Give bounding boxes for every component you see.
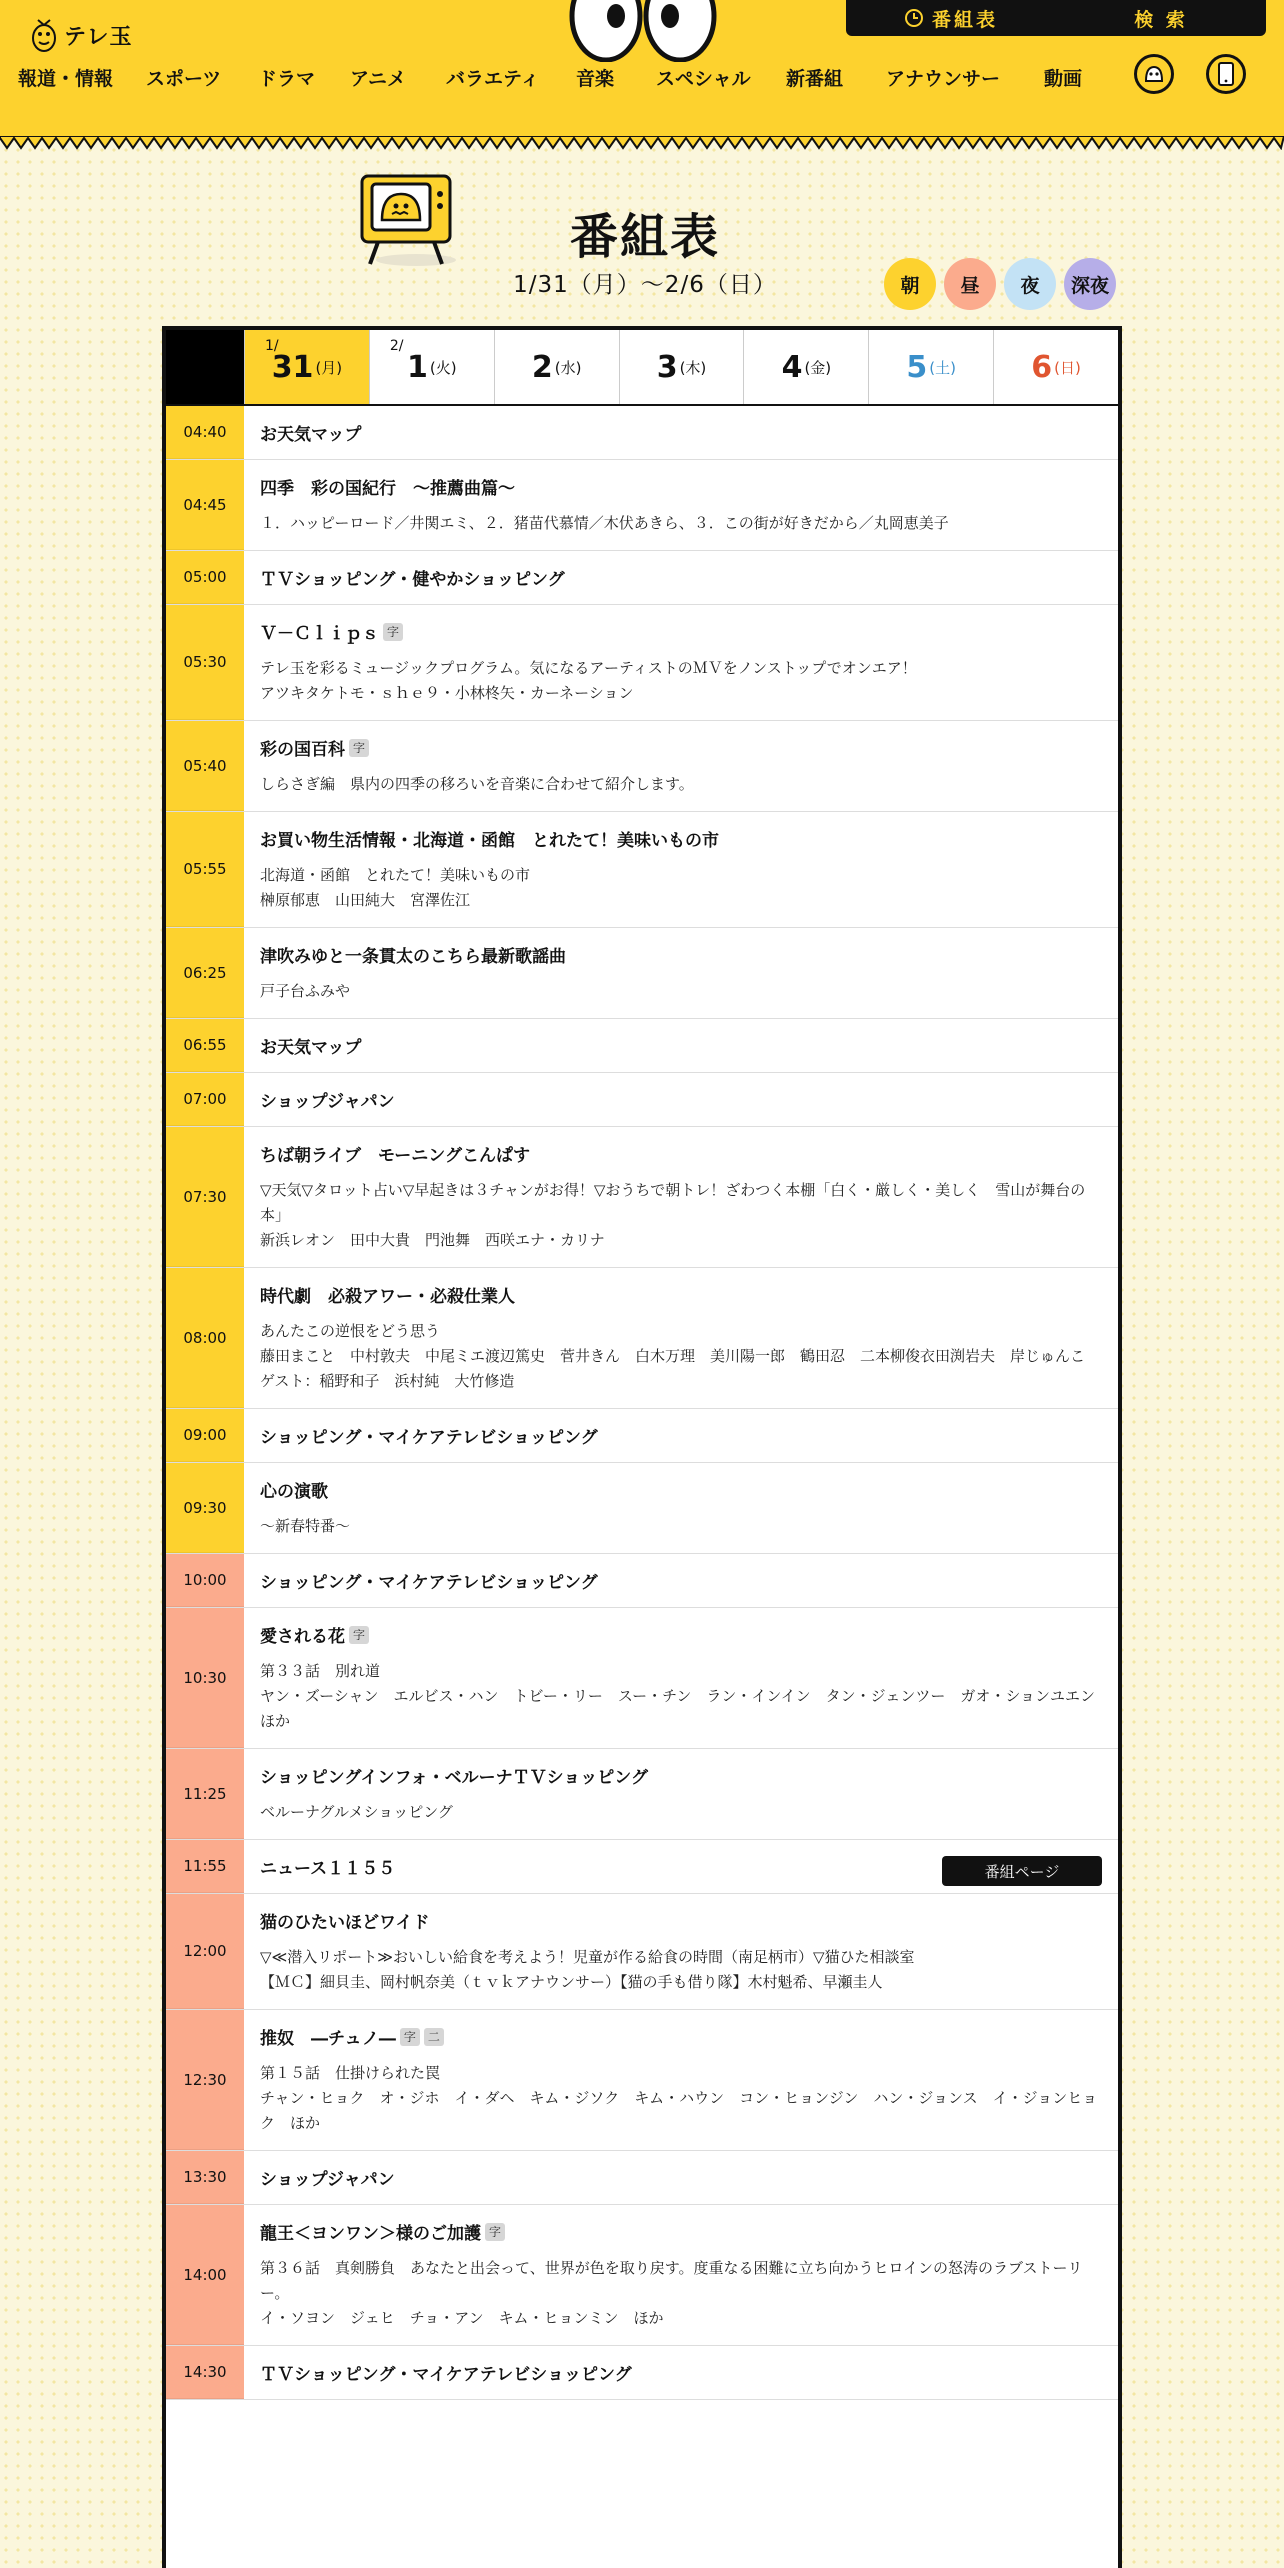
- program-title-text: ショップジャパン: [260, 1092, 395, 1112]
- program-time: 05:40: [166, 721, 244, 811]
- program-row[interactable]: [166, 812, 1118, 928]
- program-title-text: ニュース１１５５: [260, 1859, 396, 1879]
- day-tab-4[interactable]: [743, 330, 868, 404]
- program-time: 04:45: [166, 460, 244, 550]
- program-title: [260, 1033, 1102, 1058]
- logo-text: テレ玉: [64, 24, 133, 50]
- program-description: [260, 1800, 1102, 1825]
- program-title: [260, 420, 1102, 445]
- program-description-line: 新浜レオン 田中大貴 門池舞 西咲エナ・カリナ: [260, 1231, 605, 1249]
- program-cell: [244, 1608, 1118, 1748]
- program-title: [260, 735, 1102, 760]
- program-title-text: ＴＶショッピング・マイケアテレビショッピング: [260, 2365, 632, 2385]
- tv-mascot-icon: [354, 168, 464, 268]
- program-row[interactable]: [166, 1463, 1118, 1554]
- program-description-line: 榊原郁恵 山田純大 宮澤佐江: [260, 891, 471, 909]
- program-cell: [244, 1073, 1118, 1126]
- program-cell: [244, 406, 1118, 459]
- program-row[interactable]: [166, 551, 1118, 605]
- program-title: [260, 942, 1102, 967]
- program-time: 08:00: [166, 1268, 244, 1408]
- program-cell: [244, 1409, 1118, 1462]
- app-icon[interactable]: [1206, 54, 1246, 94]
- program-cell: [244, 928, 1118, 1018]
- program-time: 13:30: [166, 2151, 244, 2204]
- program-description-line: アツキタケトモ・ｓｈｅ９・小林柊矢・カーネーション: [260, 684, 634, 702]
- filter-morning[interactable]: 朝: [884, 258, 936, 310]
- program-cell: [244, 1749, 1118, 1839]
- program-title: [260, 474, 1102, 499]
- program-cell: [244, 1840, 1118, 1893]
- nav-variety[interactable]: バラエティ: [446, 68, 540, 90]
- program-description-line: 北海道・函館 とれたて！美味いもの市: [260, 866, 531, 884]
- program-description-line: イ・ソヨン ジェヒ チョ・アン キム・ヒョンミン ほか: [260, 2309, 664, 2327]
- schedule-table: [162, 326, 1122, 2568]
- program-title-text: ちば朝ライブ モーニングこんぱす: [260, 1146, 530, 1166]
- day-tab-0[interactable]: [244, 330, 369, 404]
- program-cell: [244, 605, 1118, 720]
- program-description-line: ヤン・ズーシャン エルビス・ハン トビー・リー スー・チン ラン・インイン タン・ジェンツー ガオ・ションユエン ほか: [260, 1687, 1111, 1730]
- program-title-text: 津吹みゆと一条貫太のこちら最新歌謡曲: [260, 947, 566, 967]
- program-time: 06:25: [166, 928, 244, 1018]
- program-description-line: １．ハッピーロード／井関エミ、２．猪苗代慕情／木伏あきら、３．この街が好きだから／丸岡恵美子: [260, 514, 949, 532]
- day-tab-date: 3: [656, 349, 678, 385]
- program-row[interactable]: [166, 1127, 1118, 1268]
- program-description: [260, 772, 1102, 797]
- program-title: [260, 1763, 1102, 1788]
- program-description-line: テレ玉を彩るミュージックプログラム。気になるアーティストのＭＶをノンストップでオンエア！: [260, 659, 917, 677]
- program-title-text: 時代劇 必殺アワー・必殺仕業人: [260, 1287, 515, 1307]
- nav-anime[interactable]: アニメ: [350, 68, 407, 90]
- tele-dama-mascot-icon: [30, 16, 58, 54]
- program-title-text: お買い物生活情報・北海道・函館 とれたて！美味いもの市: [260, 831, 719, 851]
- page-title: 番組表: [569, 209, 720, 265]
- program-description: [260, 656, 1102, 706]
- date-range: 1/31（月）〜2/6（日）: [513, 272, 777, 298]
- smartphone-icon: [1215, 61, 1237, 87]
- program-title-text: ショッピング・マイケアテレビショッピング: [260, 1573, 598, 1593]
- day-tab-date: 2: [531, 349, 553, 385]
- nav-news[interactable]: 報道・情報: [18, 68, 114, 90]
- program-time: 04:40: [166, 406, 244, 459]
- program-title-text: 四季 彩の国紀行 ～推薦曲篇～: [260, 479, 515, 499]
- program-cell: [244, 1268, 1118, 1408]
- day-tab-weekday: (日): [1054, 358, 1081, 377]
- program-description: [260, 1945, 1102, 1995]
- program-title: [260, 1423, 1102, 1448]
- day-tab-date: 4: [781, 349, 803, 385]
- program-time: 05:30: [166, 605, 244, 720]
- program-title: [260, 1622, 1102, 1647]
- day-tabs: [166, 330, 1118, 406]
- nav-videos[interactable]: 動画: [1044, 68, 1083, 90]
- day-tab-1[interactable]: [369, 330, 494, 404]
- nav-special[interactable]: スペシャル: [656, 68, 751, 90]
- program-description-line: 戸子台ふみや: [260, 982, 351, 1000]
- program-badge: 字: [485, 2223, 505, 2241]
- program-time: 14:30: [166, 2346, 244, 2399]
- program-page-button[interactable]: 番組ページ: [942, 1856, 1102, 1886]
- filter-daytime[interactable]: 昼: [944, 258, 996, 310]
- program-title-text: 愛される花: [260, 1627, 345, 1647]
- program-title-text: 猫のひたいほどワイド: [260, 1913, 430, 1933]
- nav-announcers[interactable]: アナウンサー: [886, 68, 1001, 90]
- program-cell: [244, 721, 1118, 811]
- program-title-text: Ｖ－Ｃｌｉｐｓ: [260, 624, 379, 644]
- program-description-line: 第１５話 仕掛けられた罠: [260, 2064, 441, 2082]
- program-row[interactable]: [166, 406, 1118, 460]
- search-label: 検 索: [1134, 8, 1188, 31]
- program-cell: [244, 2010, 1118, 2150]
- day-header-corner: [166, 330, 244, 404]
- top-utility-bar: [846, 0, 1266, 36]
- program-title-text: ショッピング・マイケアテレビショッピング: [260, 1428, 598, 1448]
- program-description: [260, 1514, 1102, 1539]
- day-tab-date: 5: [906, 349, 928, 385]
- program-row[interactable]: [166, 2151, 1118, 2205]
- program-row[interactable]: [166, 1749, 1118, 1840]
- program-description-line: 【ＭＣ】細貝圭、岡村帆奈美（ｔｖｋアナウンサー）【猫の手も借り隊】木村魁希、早瀬圭人: [260, 1973, 883, 1991]
- program-title-text: お天気マップ: [260, 1038, 362, 1058]
- program-guide-label: 番組表: [931, 8, 998, 31]
- program-title: [260, 2024, 1102, 2049]
- program-description: [260, 1178, 1102, 1253]
- program-title-text: 彩の国百科: [260, 740, 345, 760]
- program-title-text: 心の演歌: [260, 1482, 328, 1502]
- program-row[interactable]: [166, 2010, 1118, 2151]
- program-title: [260, 1568, 1102, 1593]
- program-description-line: 藤田まこと 中村敦夫 中尾ミエ渡辺篤史 菅井きん 白木万理 美川陽一郎 鶴田忍 二本柳俊衣田渕岩夫 岸じゅんこ ゲスト：稲野和子 浜村純 大竹修造: [260, 1347, 1101, 1390]
- day-tab-month: 1/: [265, 338, 279, 354]
- main-nav: [18, 64, 1104, 91]
- program-title: [260, 826, 1102, 851]
- program-badge: 字: [349, 1626, 369, 1644]
- program-row[interactable]: [166, 2205, 1118, 2346]
- program-row[interactable]: [166, 1894, 1118, 2010]
- nav-sports[interactable]: スポーツ: [146, 68, 222, 90]
- program-cell: [244, 551, 1118, 604]
- program-description: [260, 979, 1102, 1004]
- program-row[interactable]: [166, 1268, 1118, 1409]
- program-title-text: お天気マップ: [260, 425, 362, 445]
- program-title-text: ショッピングインフォ・ベルーナＴＶショッピング: [260, 1768, 648, 1788]
- program-cell: [244, 2205, 1118, 2345]
- program-list: [166, 406, 1118, 2400]
- day-tab-5[interactable]: [868, 330, 993, 404]
- program-cell: [244, 1554, 1118, 1607]
- program-description-line: ▽天気▽タロット占い▽早起きは３チャンがお得！▽おうちで朝トレ！ざわつく本棚「白く・厳しく・美しく 雪山が舞台の本」: [260, 1181, 1086, 1224]
- program-time: 10:00: [166, 1554, 244, 1607]
- program-time: 05:00: [166, 551, 244, 604]
- program-description-line: チャン・ヒョク オ・ジホ イ・ダヘ キム・ジソク キム・ハウン コン・ヒョンジン ハン・ジョンス イ・ジョンヒョク ほか: [260, 2089, 1098, 2132]
- day-tab-2[interactable]: [494, 330, 619, 404]
- program-row[interactable]: [166, 1608, 1118, 1749]
- day-tab-date: 31: [271, 349, 314, 385]
- program-row[interactable]: [166, 1409, 1118, 1463]
- program-row[interactable]: [166, 1554, 1118, 1608]
- program-title-text: 龍王＜ヨンワン＞様のご加護: [260, 2224, 481, 2244]
- program-title-text: ＴＶショッピング・健やかショッピング: [260, 570, 565, 590]
- program-description-line: あんたこの逆恨をどう思う: [260, 1322, 441, 1340]
- day-tab-date: 1: [406, 349, 428, 385]
- program-row[interactable]: [166, 2346, 1118, 2400]
- program-description-line: ベルーナグルメショッピング: [260, 1803, 453, 1821]
- nav-new-programs[interactable]: 新番組: [786, 68, 844, 90]
- program-time: 14:00: [166, 2205, 244, 2345]
- program-row[interactable]: [166, 928, 1118, 1019]
- program-time: 11:25: [166, 1749, 244, 1839]
- program-description-line: 第３３話 別れ道: [260, 1662, 381, 1680]
- program-badge: 二: [424, 2028, 444, 2046]
- tele-dama-icon[interactable]: [1134, 54, 1174, 94]
- program-cell: [244, 1127, 1118, 1267]
- program-row[interactable]: [166, 721, 1118, 812]
- filter-night[interactable]: 夜: [1004, 258, 1056, 310]
- day-tab-weekday: (木): [679, 358, 707, 377]
- program-guide-link[interactable]: [846, 5, 1056, 32]
- program-time: 09:30: [166, 1463, 244, 1553]
- program-description-line: ▽≪潜入リポート≫おいしい給食を考えよう！児童が作る給食の時間（南足柄市）▽猫ひた相談室: [260, 1948, 915, 1966]
- program-time: 09:00: [166, 1409, 244, 1462]
- program-time: 07:00: [166, 1073, 244, 1126]
- day-tab-6[interactable]: [993, 330, 1118, 404]
- program-description: [260, 2061, 1102, 2136]
- program-time: 06:55: [166, 1019, 244, 1072]
- program-cell: [244, 2151, 1118, 2204]
- program-time: 11:55: [166, 1840, 244, 1893]
- program-cell: [244, 1463, 1118, 1553]
- program-time: 12:30: [166, 2010, 244, 2150]
- program-title: [260, 1908, 1102, 1933]
- program-cell: [244, 1019, 1118, 1072]
- program-description: [260, 2256, 1102, 2331]
- program-description: [260, 863, 1102, 913]
- program-row[interactable]: [166, 1019, 1118, 1073]
- program-title: [260, 619, 1102, 644]
- program-time: 05:55: [166, 812, 244, 927]
- day-tab-weekday: (金): [804, 358, 832, 377]
- program-time: 10:30: [166, 1608, 244, 1748]
- program-title: [260, 2165, 1102, 2190]
- time-of-day-filters: [884, 258, 1116, 310]
- program-title-text: ショップジャパン: [260, 2170, 395, 2190]
- tele-dama-face-icon: [1141, 61, 1167, 87]
- day-tab-weekday: (月): [315, 358, 343, 377]
- day-tab-3[interactable]: [619, 330, 744, 404]
- program-row[interactable]: [166, 605, 1118, 721]
- program-description: [260, 1319, 1102, 1394]
- program-title-text: 推奴 ―チュノ―: [260, 2029, 396, 2049]
- nav-drama[interactable]: ドラマ: [258, 68, 316, 90]
- day-tab-month: 2/: [389, 338, 404, 354]
- program-badge: 字: [383, 623, 403, 641]
- program-title: [260, 1477, 1102, 1502]
- program-cell: [244, 1894, 1118, 2009]
- program-row[interactable]: [166, 1840, 1118, 1894]
- filter-late-night[interactable]: 深夜: [1064, 258, 1116, 310]
- search-link[interactable]: [1056, 5, 1266, 32]
- program-time: 07:30: [166, 1127, 244, 1267]
- program-cell: [244, 812, 1118, 927]
- program-cell: [244, 460, 1118, 550]
- day-tab-weekday: (土): [929, 358, 957, 377]
- site-header: [0, 0, 1284, 140]
- program-row[interactable]: [166, 460, 1118, 551]
- eyes-mascot-icon: [568, 0, 718, 62]
- nav-music[interactable]: 音楽: [576, 68, 615, 90]
- site-logo[interactable]: [30, 16, 133, 54]
- program-description-line: しらさぎ編 県内の四季の移ろいを音楽に合わせて紹介します。: [260, 775, 694, 793]
- program-time: 12:00: [166, 1894, 244, 2009]
- program-title: [260, 1141, 1102, 1166]
- day-tab-date: 6: [1031, 349, 1053, 385]
- program-row[interactable]: [166, 1073, 1118, 1127]
- program-title: [260, 2360, 1102, 2385]
- program-title: [260, 565, 1102, 590]
- program-title: [260, 2219, 1102, 2244]
- day-tab-weekday: (火): [429, 358, 457, 377]
- program-title: [260, 1087, 1102, 1112]
- header-zigzag-edge: [0, 136, 1284, 150]
- program-description: [260, 511, 1102, 536]
- program-description-line: 第３６話 真剣勝負 あなたと出会って、世界が色を取り戻す。度重なる困難に立ち向かうヒロインの怒涛のラブストーリー。: [260, 2259, 1083, 2302]
- program-badge: 字: [349, 739, 369, 757]
- day-tab-weekday: (水): [554, 358, 582, 377]
- program-cell: [244, 2346, 1118, 2399]
- program-description-line: ～新春特番～: [260, 1517, 351, 1535]
- program-description: [260, 1659, 1111, 1734]
- clock-icon: [904, 8, 924, 28]
- program-title: [260, 1282, 1102, 1307]
- program-badge: 字: [400, 2028, 420, 2046]
